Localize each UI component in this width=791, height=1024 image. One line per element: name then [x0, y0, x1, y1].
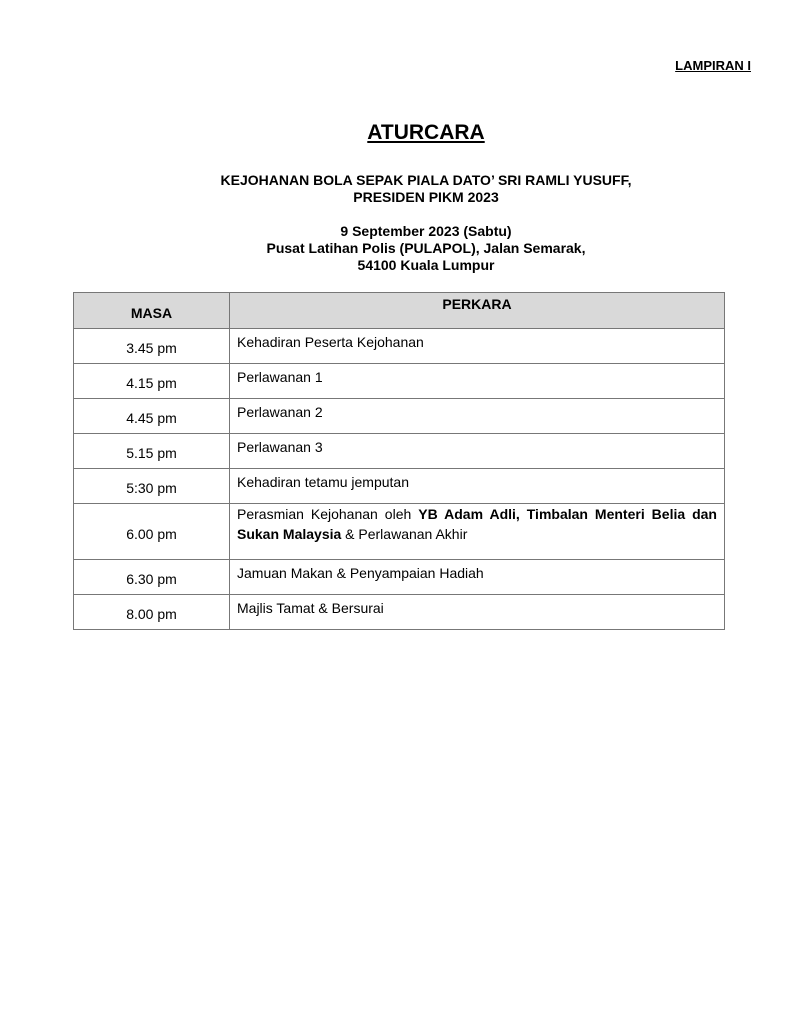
row-item — [230, 504, 725, 560]
row-item: Perlawanan 2 — [230, 399, 725, 434]
table-row — [74, 560, 725, 595]
header-perkara: PERKARA — [230, 293, 725, 329]
event-name — [0, 172, 791, 206]
event-line: KEJOHANAN BOLA SEPAK PIALA DATO’ SRI RAMLI YUSUFF, — [220, 172, 632, 188]
event-venue: Pusat Latihan Polis (PULAPOL), Jalan Semarak, — [266, 240, 586, 256]
table-row — [74, 595, 725, 630]
table-row — [74, 329, 725, 364]
row-time: 3.45 pm — [74, 329, 230, 364]
event-line: PRESIDEN PIKM 2023 — [353, 189, 499, 205]
row-item: Kehadiran Peserta Kejohanan — [230, 329, 725, 364]
row-item: Perlawanan 1 — [230, 364, 725, 399]
table-header-row — [74, 293, 725, 329]
event-date: 9 September 2023 (Sabtu) — [340, 223, 512, 239]
row-item: Majlis Tamat & Bersurai — [230, 595, 725, 630]
row-item: Perlawanan 3 — [230, 434, 725, 469]
header-masa: MASA — [74, 293, 230, 329]
table-row — [74, 469, 725, 504]
schedule-table — [73, 292, 725, 630]
table-row — [74, 364, 725, 399]
row-item: Kehadiran tetamu jemputan — [230, 469, 725, 504]
item-text: & Perlawanan Akhir — [341, 526, 468, 542]
row-time: 6.30 pm — [74, 560, 230, 595]
table-row — [74, 434, 725, 469]
table-row — [74, 504, 725, 560]
event-address: 54100 Kuala Lumpur — [357, 257, 495, 273]
item-text: Perasmian Kejohanan oleh — [237, 506, 419, 522]
row-time: 5:30 pm — [74, 469, 230, 504]
row-time: 5.15 pm — [74, 434, 230, 469]
row-time: 8.00 pm — [74, 595, 230, 630]
row-time: 4.15 pm — [74, 364, 230, 399]
row-time: 4.45 pm — [74, 399, 230, 434]
row-item: Jamuan Makan & Penyampaian Hadiah — [230, 560, 725, 595]
row-time: 6.00 pm — [74, 504, 230, 560]
table-row — [74, 399, 725, 434]
page-title: ATURCARA — [367, 121, 485, 144]
appendix-label: LAMPIRAN I — [675, 58, 751, 73]
event-details — [0, 223, 791, 274]
guest-of-honour: YB Adam Adli, Timbalan Menteri Belia dan Sukan Malaysia — [237, 506, 717, 542]
